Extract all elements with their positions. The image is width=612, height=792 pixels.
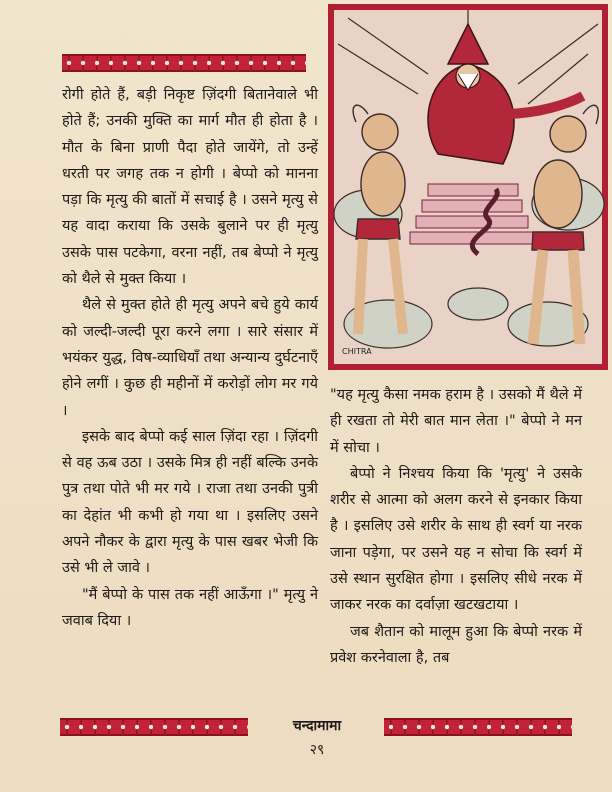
paragraph-3: इसके बाद बेप्पो कई साल ज़िंदा रहा । ज़िंदगी से वह ऊब उठा । उसके मित्र ही नहीं बल्कि उनके पुत्र तथा पोते भी मर गये । राजा तथा उनकी पुत्री का देहांत भी कभी हो गया था । इसलिए उसने अपने नौकर के द्वारा मृत्यु के पास खबर भेजी कि उसे भी ले जावे । <box>62 428 318 577</box>
devil-throne-illustration <box>328 4 608 370</box>
page-number: २९ <box>309 742 325 758</box>
left-text-column <box>62 82 318 634</box>
paragraph-4: "मैं बेप्पो के पास तक नहीं आऊँगा ।" मृत्यु ने जवाब दिया । <box>62 586 318 629</box>
paragraph-7: जब शैतान को मालूम हुआ कि बेप्पो नरक में प्रवेश करनेवाला है, तब <box>330 623 582 666</box>
paragraph-2: थैले से मुक्त होते ही मृत्यु अपने बचे हुये कार्य को जल्दी-जल्दी पूरा करने लगा । सारे संसार में भयंकर युद्ध, विष-व्याधियाँ तथा अन्यान्य दुर्घटनाएँ होने लगीं । कुछ ही महीनों में करोड़ों लोग मर गये । <box>62 297 318 419</box>
paragraph-5: "यह मृत्यु कैसा नमक हराम है । उसको मैं थैले में ही रखता तो मेरी बात मान लेता ।" बेप्पो ने मन में सोचा । <box>330 387 582 456</box>
paragraph-1: रोगी होते हैं, बड़ी निकृष्ट ज़िंदगी बितानेवाले भी होते हैं; उनकी मुक्ति का मार्ग मौत ही होता है । मौत के बिना प्राणी पैदा होते जायेंगे, तो उन्हें धरती पर जगह तक न होगी । बेप्पो को मानना पड़ा कि मृत्यु की बातों में सचाई है । उसने मृत्यु से यह वादा कराया कि उसके बुलाने पर ही मृत्यु उसके पास पटकेगा, वरना नहीं, तब बेप्पो ने मृत्यु को थैले से मुक्त किया । <box>62 87 318 288</box>
decorative-border-top <box>62 54 306 72</box>
decorative-border-bottom-right <box>384 718 572 736</box>
right-text-column <box>330 382 582 671</box>
decorative-border-bottom-left <box>60 718 248 736</box>
paragraph-6: बेप्पो ने निश्चय किया कि 'मृत्यु' ने उसके शरीर से आत्मा को अलग करने से इनकार किया है । इसलिए उसे शरीर के साथ ही स्वर्ग या नरक जाना पड़ेगा, पर उसने यह न सोचा कि स्वर्ग में उसे स्थान सुरक्षित होगा । इसलिए सीधे नरक में जाकर नरक का दर्वाज़ा खटखटाया । <box>330 465 582 614</box>
magazine-title: चन्दामामा <box>292 718 342 734</box>
artist-signature: CHITRA <box>342 347 372 356</box>
